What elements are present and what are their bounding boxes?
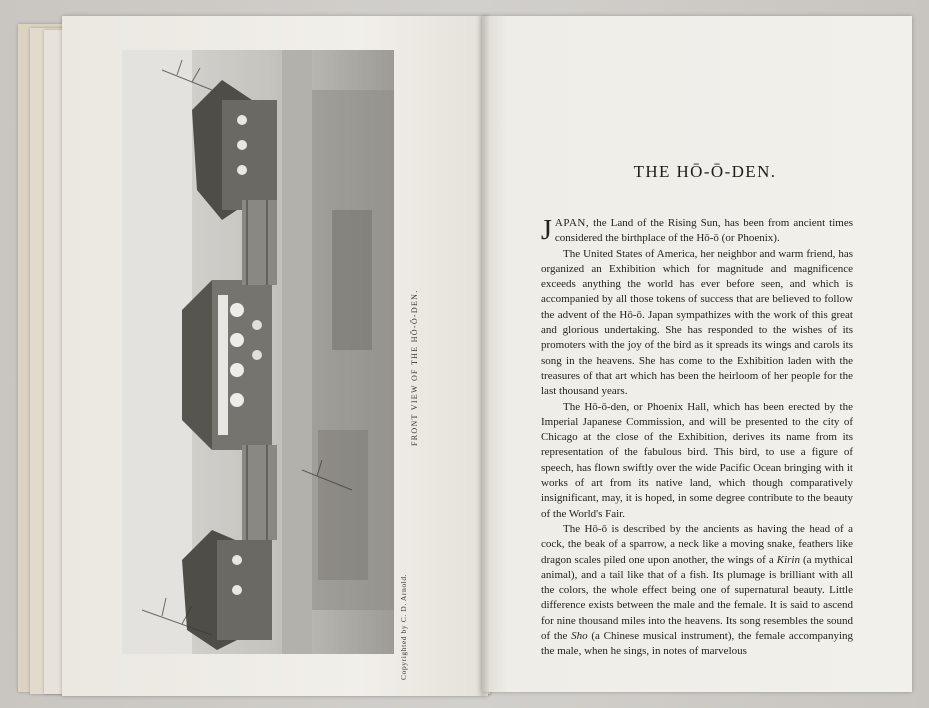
paragraph-text: (a mythical animal), and a tail like that of a fish. Its plumage is brilliant with all the colors, the whole effect being one of supernatural beauty. Little difference exists between the male and the female. It is said to ascend for nine thousand miles into the heavens. Its song resembles the sound of the xyxy=(541,553,853,643)
photo-caption: FRONT VIEW OF THE HŌ-Ō-DEN. xyxy=(410,289,419,446)
paragraph xyxy=(541,216,853,247)
paragraph-text: the Land of the Rising Sun, has been from ancient times considered the birthplace of the Hō-ō (or Phoenix). xyxy=(554,217,853,245)
italic-term: Kirin xyxy=(776,553,800,566)
lead-caps: APAN, xyxy=(554,217,590,229)
paragraph: The United States of America, her neighbor and warm friend, has organized an Exhibition which for magnitude and magnificence exceeds anything the world has ever before seen, and which is accompanied by all those tokens of success that are believed to follow the advent of the Hō-ō. Japan sympathizes with the work of this great and glorious undertaking. She has responded to the wishes of its promoters with the joy of the bird as it spreads its wings and carols its song in the heavens. She has come to the Exhibition laden with the treasures of that art which has been the heirloom of her people for the last thousand years. xyxy=(541,247,853,398)
paragraph xyxy=(541,522,853,660)
photo-plate xyxy=(122,50,394,654)
paragraph-text: The Hō-ō is described by the ancients as having the head of a cock, the beak of a sparrow, a neck like a moving snake, feathers like dragon scales piled one upon another, the wings of a xyxy=(541,522,853,566)
page-title: THE HŌ-Ō-DEN. xyxy=(633,162,777,181)
italic-term: Sho xyxy=(571,630,588,643)
book-gutter xyxy=(476,16,490,696)
article-body xyxy=(541,216,853,660)
paragraph-text: (a Chinese musical instrument), the female accompanying the male, when he sings, in notes of marvelous xyxy=(541,630,853,658)
photo-copyright: Copyrighted by C. D. Arnold. xyxy=(399,573,408,680)
phoenix-hall-photo xyxy=(122,50,394,654)
drop-cap: J xyxy=(541,215,552,246)
paragraph: The Hō-ō-den, or Phoenix Hall, which has been erected by the Imperial Japanese Commission, and will be presented to the city of Chicago at the close of the Exhibition, derives its name from its representation of the fabulous bird. This bird, to use a figure of speech, has flown swiftly over the wide Pacific Ocean bringing with it works of art from its native land, which though comparatively insignificant, may, it is hoped, in some degree contribute to the beauty of the World's Fair. xyxy=(541,400,853,520)
